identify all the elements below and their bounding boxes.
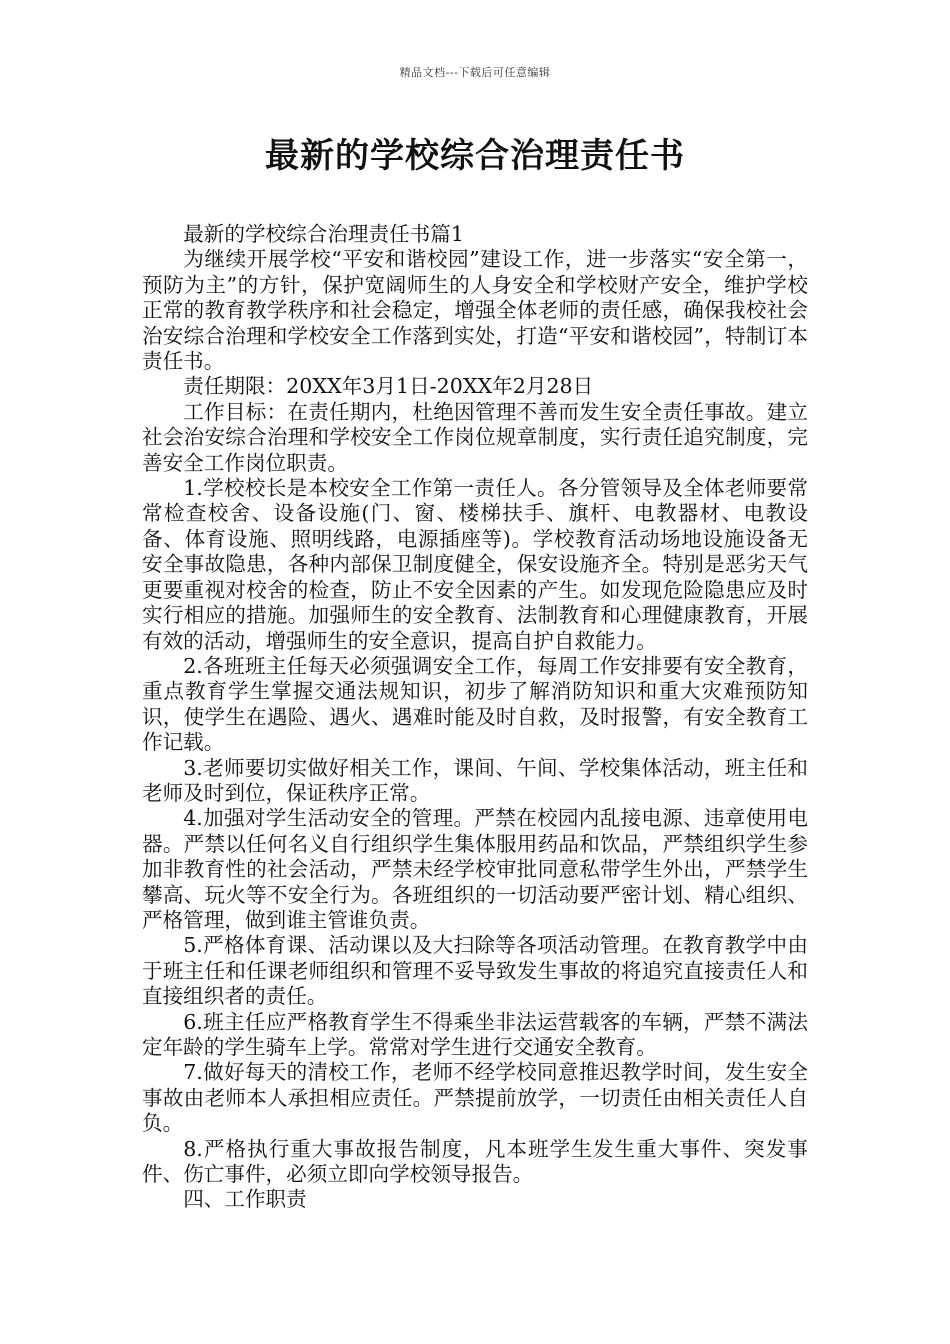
term-paragraph: 责任期限：20XX年3月1日-20XX年2月28日 <box>183 374 594 399</box>
section-heading: 四、工作职责 <box>183 1187 307 1212</box>
document-title: 最新的学校综合治理责任书 <box>265 136 685 176</box>
item-paragraph: 2.各班班主任每天必须强调安全工作，每周工作安排要有安全教育，重点教育学生掌握交通法规知识，初步了解消防知识和重大灾难预防知识，使学生在遇险、遇火、遇难时能及时自救，及时报警，有安全教育工作记载。 <box>142 653 808 755</box>
item-paragraph: 6.班主任应严格教育学生不得乘坐非法运营载客的车辆，严禁不满法定年龄的学生骑车上学。常常对学生进行交通安全教育。 <box>142 1009 808 1059</box>
page-header-note: 精品文档---下载后可任意编辑 <box>399 66 551 79</box>
goal-paragraph: 工作目标：在责任期内，杜绝因管理不善而发生安全责任事故。建立社会治安综合治理和学校安全工作岗位规章制度，实行责任追究制度，完善安全工作岗位职责。 <box>142 399 808 475</box>
intro-paragraph: 为继续开展学校“平安和谐校园”建设工作，进一步落实“安全第一，预防为主”的方针，保护宽阔师生的人身安全和学校财产安全，维护学校正常的教育教学秩序和社会稳定，增强全体老师的责任感，确保我校社会治安综合治理和学校安全工作落到实处，打造“平安和谐校园”，特制订本责任书。 <box>142 247 808 374</box>
item-paragraph: 7.做好每天的清校工作，老师不经学校同意推迟教学时间，发生安全事故由老师本人承担相应责任。严禁提前放学，一切责任由相关责任人自负。 <box>142 1060 808 1136</box>
section-heading: 最新的学校综合治理责任书篇1 <box>183 222 465 246</box>
item-paragraph: 4.加强对学生活动安全的管理。严禁在校园内乱接电源、违章使用电器。严禁以任何名义自行组织学生集体服用药品和饮品，严禁组织学生参加非教育性的社会活动，严禁未经学校审批同意私带学生外出，严禁学生攀高、玩火等不安全行为。各班组织的一切活动要严密计划、精心组织、严格管理，做到谁主管谁负责。 <box>142 806 808 932</box>
item-paragraph: 8.严格执行重大事故报告制度，凡本班学生发生重大事件、突发事件、伤亡事件，必须立即向学校领导报告。 <box>142 1136 808 1187</box>
item-paragraph: 1.学校校长是本校安全工作第一责任人。各分管领导及全体老师要常常检查校舍、设备设施(门、窗、楼梯扶手、旗杆、电教器材、电教设备、体育设施、照明线路，电源插座等)。学校教育活动场地设施设备无安全事故隐患，各种内部保卫制度健全，保安设施齐全。特别是恶劣天气更要重视对校舍的检查，防止不安全因素的产生。如发现危险隐患应及时实行相应的措施。加强师生的安全教育、法制教育和心理健康教育，开展有效的活动，增强师生的安全意识，提高自护自救能力。 <box>142 476 808 653</box>
item-paragraph: 3.老师要切实做好相关工作，课间、午间、学校集体活动，班主任和老师及时到位，保证秩序正常。 <box>142 755 808 805</box>
document-body <box>142 222 808 1213</box>
item-paragraph: 5.严格体育课、活动课以及大扫除等各项活动管理。在教育教学中由于班主任和任课老师组织和管理不妥导致发生事故的将追究直接责任人和直接组织者的责任。 <box>142 933 808 1009</box>
